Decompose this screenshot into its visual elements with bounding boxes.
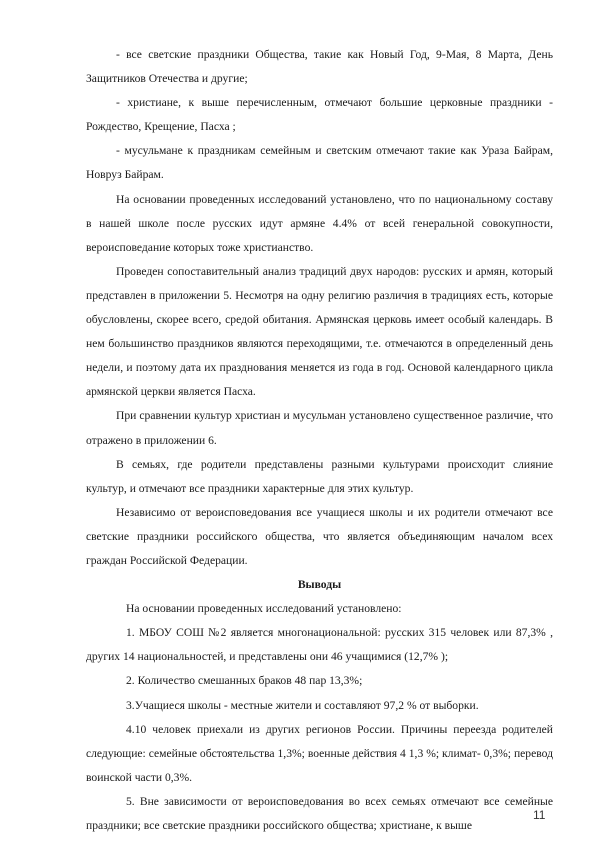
paragraph-mixed-families: В семьях, где родители представлены разными культурами происходит слияние культур, и отмечают все праздники характерные для этих культур. [86,457,553,495]
paragraph-unifying-holidays: Независимо от вероисповедования все учащиеся школы и их родители отмечают все светские праздники российского общества, что является объединяющим началом всех граждан Российской Федерации. [86,505,553,567]
page-number: 11 [533,808,546,822]
paragraph-christian-holidays: - христиане, к выше перечисленным, отмечают большие церковные праздники - Рождество, Крещение, Пасха ; [86,96,553,134]
paragraph-muslim-holidays: - мусульмане к праздникам семейным и светским отмечают такие как Ураза Байрам, Новруз Байрам. [86,144,553,182]
conclusions-heading: Выводы [297,578,342,592]
paragraph-culture-comparison: При сравнении культур христиан и мусульман установлено существенное различие, что отражено в приложении 6. [86,409,553,447]
paragraph-secular-holidays: - все светские праздники Общества, такие как Новый Год, 9-Мая, 8 Марта, День Защитников Отечества и другие; [86,48,553,86]
conclusions-intro: На основании проведенных исследований установлено: [126,602,402,616]
paragraph-comparative-analysis: Проведен сопоставительный анализ традиций двух народов: русских и армян, который представлен в приложении 5. Несмотря на одну религию различия в традициях есть, которые обусловлены, скорее всего, средой обитания. Армянская церковь имеет особый календарь. В нем большинство праздников являются переходящими, т.е. отмечаются в определенный день недели, и поэтому дата их празднования меняется из года в год. Основой календарного цикла армянской церкви является Пасха. [86,264,553,399]
conclusion-item-2: 2. Количество смешанных браков 48 пар 13,3%; [126,674,363,688]
paragraph-national-composition: На основании проведенных исследований установлено, что по национальному составу в нашей школе после русских идут армяне 4.4% от всей генеральной совокупности, вероисповедание которых тоже христианство. [86,192,553,254]
conclusion-item-5: 5. Вне зависимости от вероисповедования во всех семьях отмечают все семейные праздники; все светские праздники российского общества; христиане, к выше [86,794,553,832]
conclusion-item-1: 1. МБОУ СОШ №2 является многонациональной: русских 315 человек или 87,3% , других 14 национальностей, и представлены они 46 учащимися (12,7% ); [86,626,553,664]
conclusion-item-4: 4.10 человек приехали из других регионов России. Причины переезда родителей следующие: семейные обстоятельства 1,3%; военные действия 4 1,3 %; климат- 0,3%; перевод воинской части 0,3%. [86,722,553,784]
document-body [86,43,553,838]
conclusion-item-3: 3.Учащиеся школы - местные жители и составляют 97,2 % от выборки. [126,698,479,712]
